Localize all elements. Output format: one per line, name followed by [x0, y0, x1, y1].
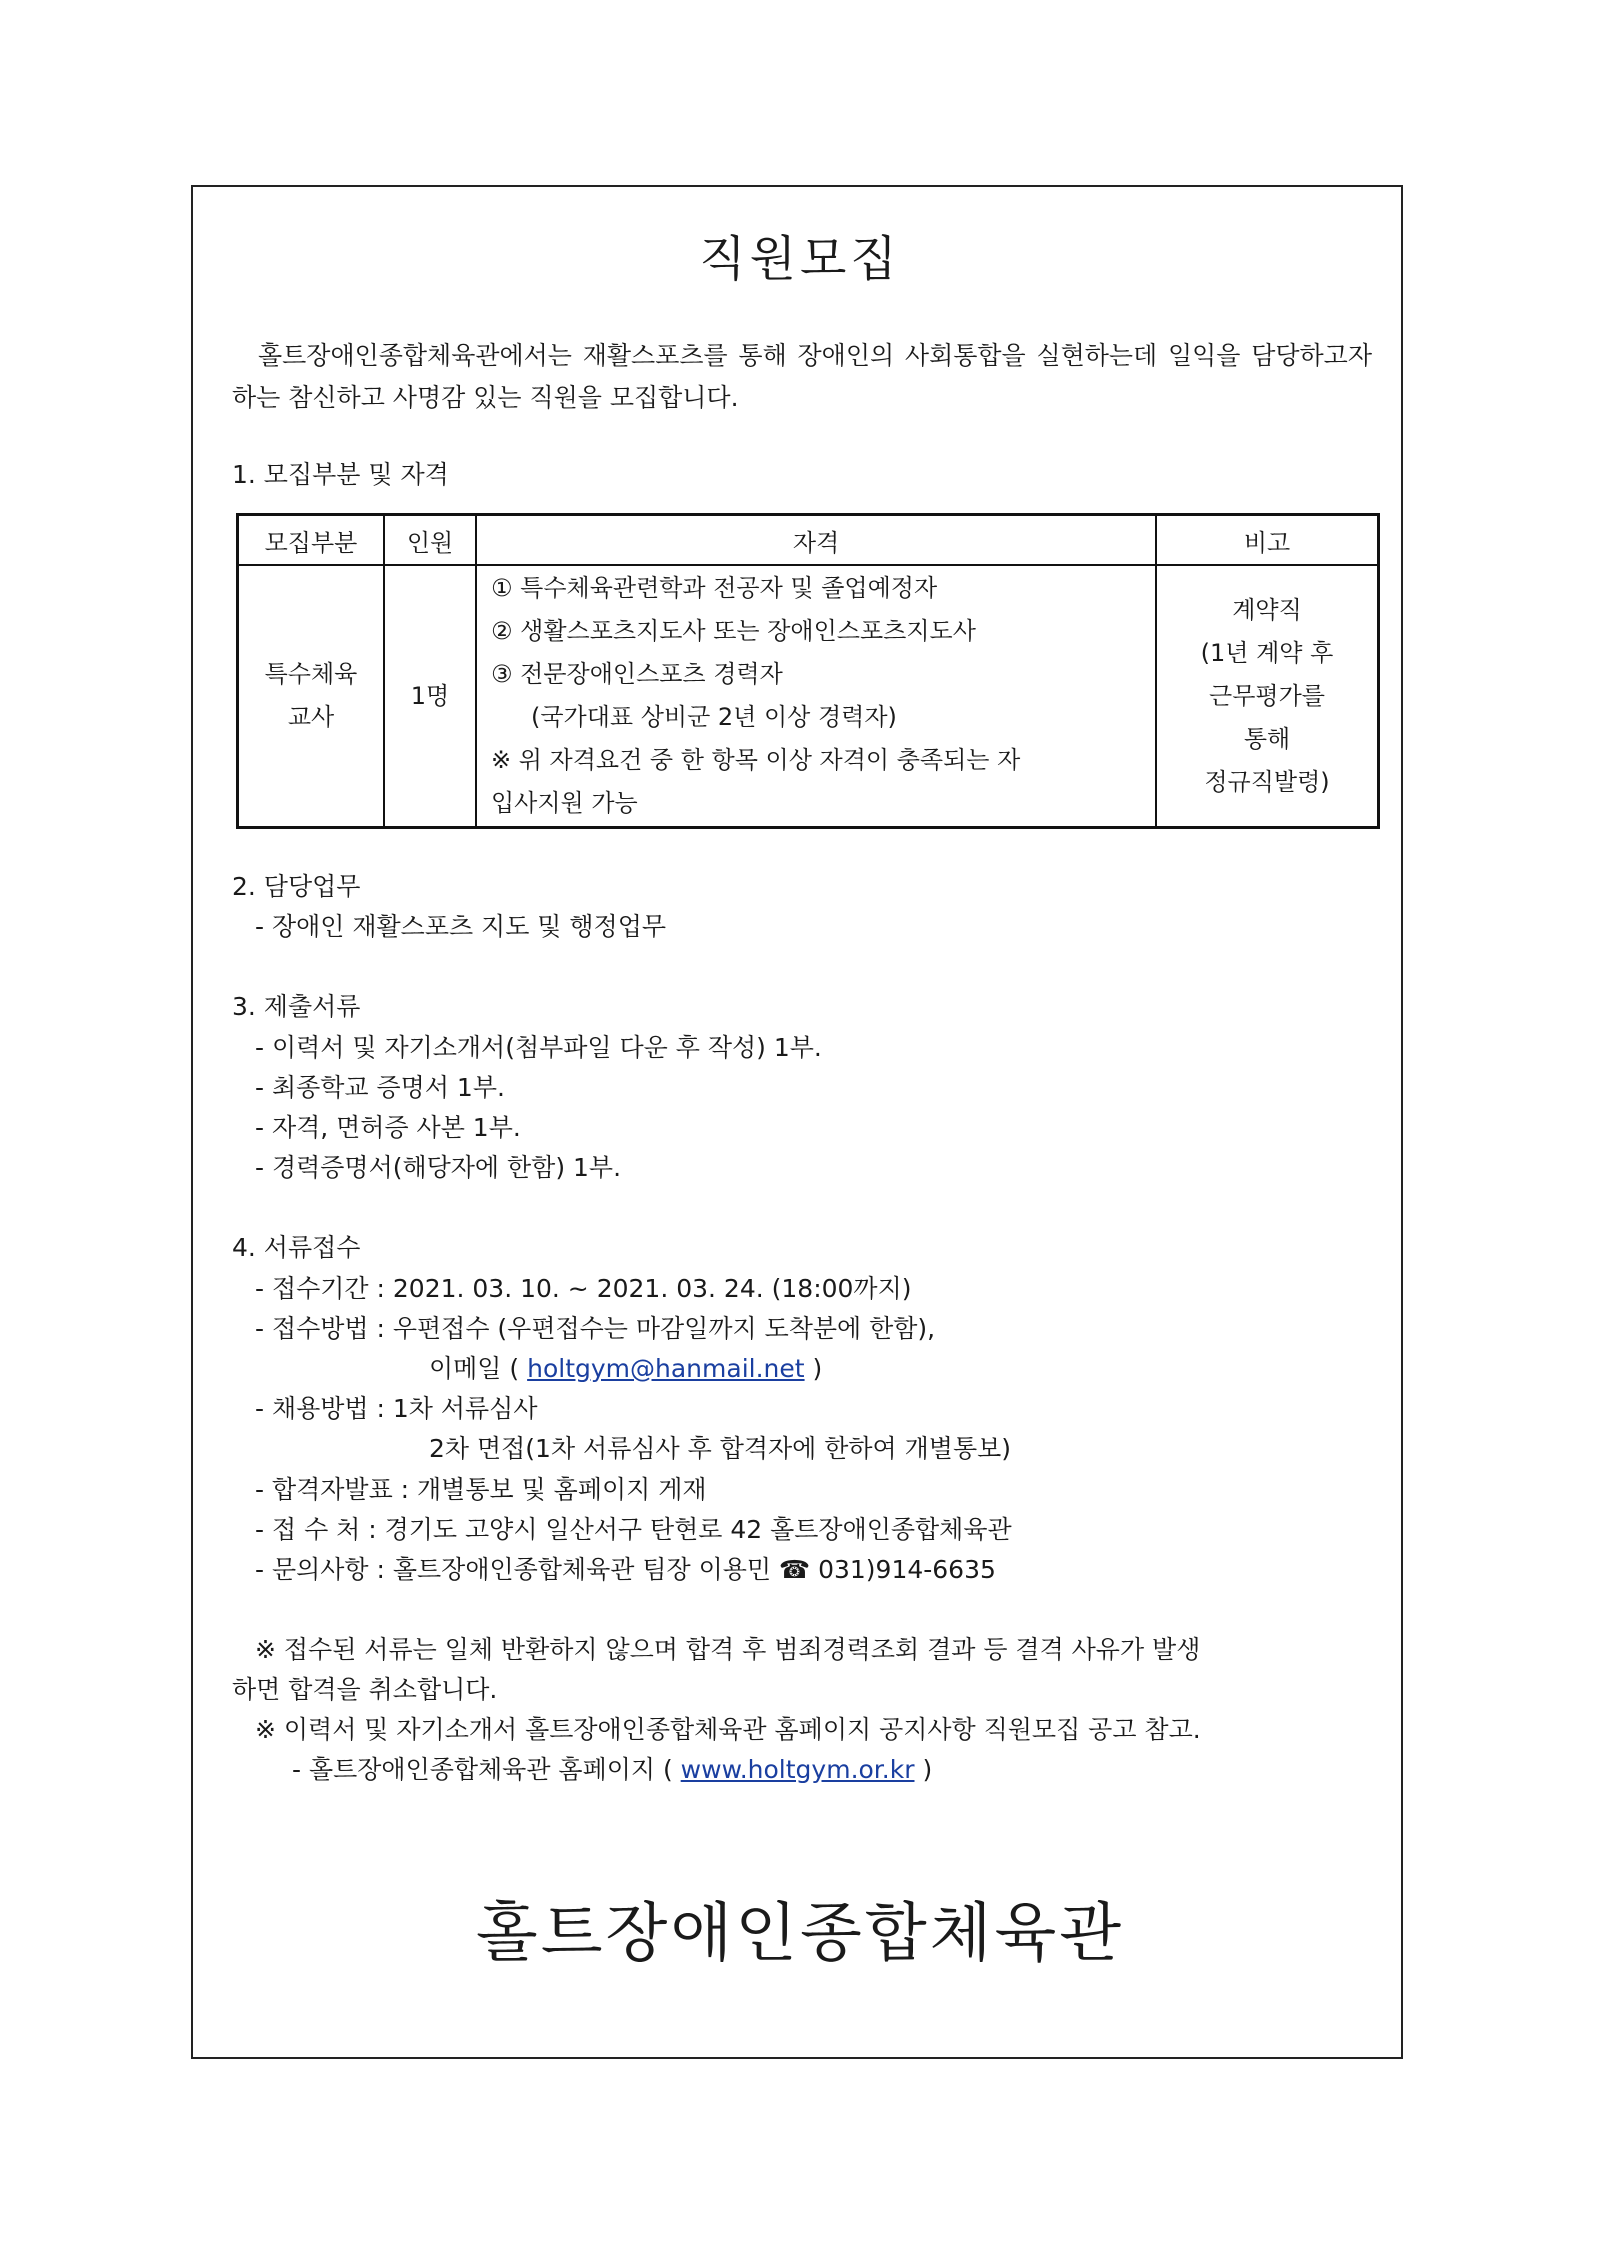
recruitment-table [236, 513, 1380, 829]
note-line: 정규직발령) [1204, 767, 1330, 796]
period-line: - 접수기간 : 2021. 03. 10. ~ 2021. 03. 24. (18:00까지) [255, 1274, 912, 1303]
email-line [429, 1349, 822, 1389]
hiring-line: - 채용방법 : 1차 서류심사 [255, 1394, 538, 1423]
email-link[interactable]: holtgym@hanmail.net [527, 1354, 805, 1383]
note-line: 통해 [1243, 724, 1291, 753]
homepage-prefix: - 홀트장애인종합체육관 홈페이지 ( [292, 1755, 673, 1784]
method-line: - 접수방법 : 우편접수 (우편접수는 마감일까지 도착분에 한함), [255, 1314, 936, 1343]
note-line: (1년 계약 후 [1200, 638, 1334, 667]
announce-line: - 합격자발표 : 개별통보 및 홈페이지 게재 [255, 1475, 707, 1504]
notice-line: 하면 합격을 취소합니다. [232, 1675, 498, 1704]
email-suffix: ) [812, 1354, 823, 1383]
intro-text: 홀트장애인종합체육관에서는 재활스포츠를 통해 장애인의 사회통합을 실현하는데 일익을 담당하고자 하는 참신하고 사명감 있는 직원을 모집합니다. [232, 341, 1372, 412]
position-line: 특수체육 [264, 660, 358, 688]
qualification-item: (국가대표 상비군 2년 이상 경력자) [531, 703, 897, 731]
section2-heading: 2. 담당업무 [232, 872, 361, 901]
organization-name: 홀트장애인종합체육관 [475, 1897, 1125, 1971]
note-line: 근무평가를 [1209, 681, 1325, 710]
qualification-item: ② 생활스포츠지도사 또는 장애인스포츠지도사 [491, 617, 976, 645]
section1-heading: 1. 모집부분 및 자격 [232, 460, 449, 489]
section4-heading: 4. 서류접수 [232, 1233, 361, 1262]
table-header-row [238, 515, 1379, 566]
position-line: 교사 [287, 703, 335, 731]
header-count: 인원 [384, 515, 476, 566]
qualification-item: ③ 전문장애인스포츠 경력자 [491, 660, 783, 688]
hiring-line: 2차 면접(1차 서류심사 후 합격자에 한하여 개별통보) [429, 1434, 1012, 1463]
contact-line: - 문의사항 : 홀트장애인종합체육관 팀장 이용민 ☎ 031)914-6635 [255, 1555, 996, 1584]
qualification-item: ※ 위 자격요건 중 한 항목 이상 자격이 충족되는 자 [491, 746, 1021, 774]
table-row [238, 565, 1379, 828]
duty-item: - 장애인 재활스포츠 지도 및 행정업무 [255, 912, 667, 941]
document-item: - 경력증명서(해당자에 한함) 1부. [255, 1153, 622, 1182]
position-cell [238, 565, 385, 828]
qualifications-cell [476, 565, 1156, 828]
homepage-suffix: ) [922, 1755, 933, 1784]
email-prefix: 이메일 ( [429, 1354, 520, 1383]
qualification-item: ① 특수체육관련학과 전공자 및 졸업예정자 [491, 574, 938, 602]
notice-line: ※ 접수된 서류는 일체 반환하지 않으며 합격 후 범죄경력조회 결과 등 결격 사유가 발생 [255, 1635, 1201, 1664]
header-qualifications: 자격 [476, 515, 1156, 566]
count-cell: 1명 [384, 565, 476, 828]
note-line: 계약직 [1232, 595, 1302, 624]
header-note: 비고 [1156, 515, 1379, 566]
place-line: - 접 수 처 : 경기도 고양시 일산서구 탄현로 42 홀트장애인종합체육관 [255, 1515, 1012, 1544]
homepage-link[interactable]: www.holtgym.or.kr [680, 1755, 915, 1784]
document-item: - 이력서 및 자기소개서(첨부파일 다운 후 작성) 1부. [255, 1033, 822, 1062]
qualification-item: 입사지원 가능 [491, 789, 638, 817]
document-item: - 최종학교 증명서 1부. [255, 1073, 505, 1102]
document-item: - 자격, 면허증 사본 1부. [255, 1113, 521, 1142]
homepage-line [292, 1750, 932, 1790]
section3-heading: 3. 제출서류 [232, 992, 361, 1021]
header-position: 모집부분 [238, 515, 385, 566]
page-title: 직원모집 [699, 231, 901, 287]
intro-paragraph [232, 335, 1372, 419]
notice-line: ※ 이력서 및 자기소개서 홀트장애인종합체육관 홈페이지 공지사항 직원모집 공고 참고. [255, 1715, 1201, 1744]
note-cell [1156, 565, 1379, 828]
